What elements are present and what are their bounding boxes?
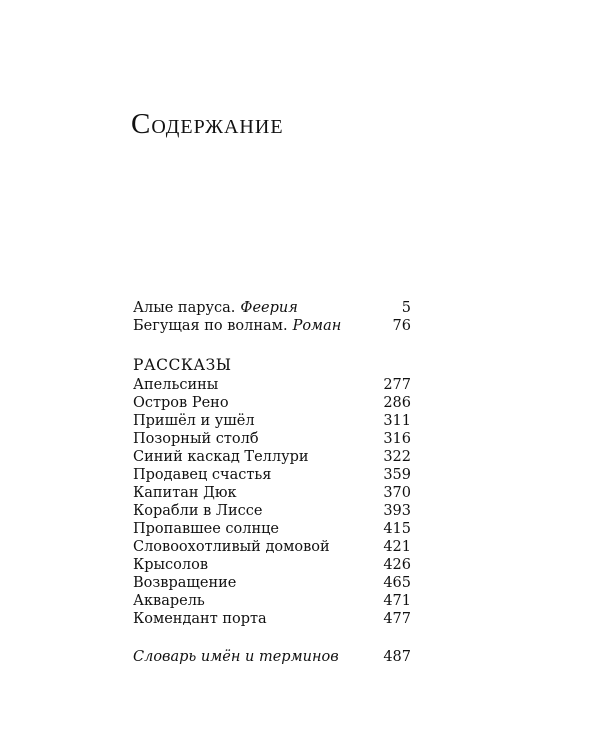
toc-entry-title: Капитан Дюк: [133, 485, 237, 501]
toc-entry-page: 465: [383, 575, 411, 591]
toc-entry-title: Продавец счастья: [133, 467, 272, 483]
toc-appendix-section: [133, 648, 411, 666]
toc-entry-page: 359: [383, 467, 411, 483]
toc-entry: [133, 448, 411, 466]
toc-entry-page: 286: [383, 395, 411, 411]
toc-entry-title: Акварель: [133, 593, 205, 609]
toc-entry: [133, 430, 411, 448]
toc-entry-running-on-waves: [133, 317, 411, 335]
toc-entry-genre: Феерия: [240, 300, 298, 316]
toc-stories-section: [133, 354, 411, 628]
toc-entry-page: 471: [383, 593, 411, 609]
toc-entry-title: Пропавшее солнце: [133, 521, 280, 537]
toc-entry-page: 487: [383, 649, 411, 665]
toc-entry: [133, 520, 411, 538]
toc-entry-title: Комендант порта: [133, 611, 267, 627]
stories-list: [133, 376, 411, 628]
toc-entry-title: Алые паруса.: [133, 300, 236, 316]
toc-entry: [133, 412, 411, 430]
toc-entry-title: Возвращение: [133, 575, 237, 591]
toc-entry-page: 415: [383, 521, 411, 537]
toc-entry-page: 370: [383, 485, 411, 501]
toc-entry-genre: Роман: [292, 318, 342, 334]
toc-entry-page: 316: [383, 431, 411, 447]
toc-entry-page: 322: [383, 449, 411, 465]
toc-entry: [133, 574, 411, 592]
toc-entry-page: 277: [383, 377, 411, 393]
toc-entry-page: 5: [401, 300, 411, 316]
toc-entry: [133, 592, 411, 610]
toc-entry-title: Пришёл и ушёл: [133, 413, 255, 429]
toc-entry-title: Остров Рено: [133, 395, 229, 411]
toc-entry: [133, 466, 411, 484]
toc-entry-title: Словарь имён и терминов: [133, 649, 339, 665]
toc-entry-title: Позорный столб: [133, 431, 259, 447]
toc-entry-title: Бегущая по волнам.: [133, 318, 288, 334]
toc-entry-title: Апельсины: [133, 377, 219, 393]
toc-entry-page: 421: [383, 539, 411, 555]
toc-entry-glossary: [133, 648, 411, 666]
toc-entry: [133, 610, 411, 628]
toc-entry: [133, 556, 411, 574]
toc-main-section: [133, 299, 411, 335]
toc-entry-title-group: [133, 317, 341, 335]
toc-entry-page: 311: [383, 413, 411, 429]
toc-entry-title: Корабли в Лиссе: [133, 503, 263, 519]
toc-entry-page: 393: [383, 503, 411, 519]
toc-entry: [133, 376, 411, 394]
toc-entry: [133, 502, 411, 520]
toc-entry-page: 76: [392, 318, 411, 334]
toc-entry: [133, 484, 411, 502]
toc-entry-title-group: [133, 299, 298, 317]
toc-entry: [133, 538, 411, 556]
toc-entry-title: Словоохотливый домовой: [133, 539, 330, 555]
toc-entry-title: Синий каскад Теллури: [133, 449, 309, 465]
toc-entry-page: 477: [383, 611, 411, 627]
toc-entry: [133, 394, 411, 412]
toc-entry-page: 426: [383, 557, 411, 573]
toc-entry-title: Крысолов: [133, 557, 208, 573]
page-title: Содержание: [131, 108, 284, 140]
toc-entry-scarlet-sails: [133, 299, 411, 317]
stories-heading: РАССКАЗЫ: [133, 356, 232, 374]
